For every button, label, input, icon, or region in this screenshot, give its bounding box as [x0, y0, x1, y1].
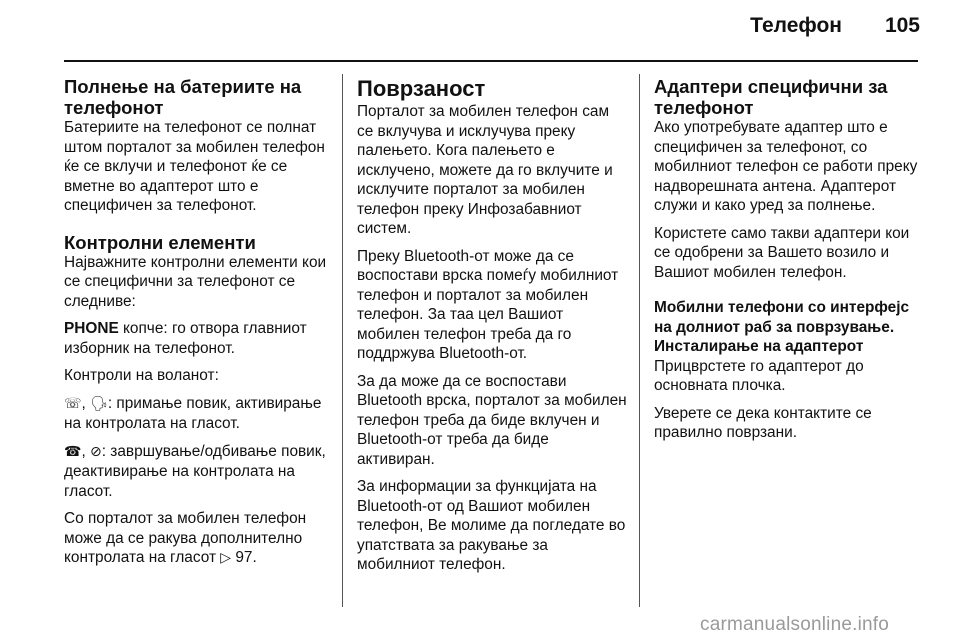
- voice-icon: 🗣: [90, 395, 108, 412]
- header-rule: [64, 60, 918, 62]
- subheading-install: Инсталирање на адаптерот: [654, 338, 864, 355]
- voice-text: Со порталот за мобилен телефон може да се ракува дополнително контролата на гласот: [64, 510, 307, 566]
- column-middle: [357, 76, 629, 575]
- column-left: [64, 76, 332, 569]
- voice-ref[interactable]: 97.: [235, 549, 257, 566]
- phone-button-paragraph: [64, 319, 332, 358]
- phone-end-icon: ☎: [64, 443, 82, 460]
- column-right: [654, 76, 926, 443]
- voice-paragraph: [64, 509, 332, 569]
- phone-button-text: копче: го отвора главниот изборник на телефонот.: [64, 320, 307, 357]
- page-number: 105: [884, 14, 920, 37]
- phone-button-label: PHONE: [64, 320, 119, 337]
- page-header: [0, 0, 960, 62]
- end-text: : завршување/одбивање повик, деактивирање на контролата на гласот.: [64, 442, 326, 500]
- column-divider-2: [639, 74, 640, 607]
- section-heading-charging: Полнење на батериите на телефонот: [64, 76, 302, 118]
- section-heading-adapters: Адаптери специфични за телефонот: [654, 76, 888, 118]
- column-divider-1: [342, 74, 343, 607]
- subheading-interface: Мобилни телефони со интерфејс на долниот раб за поврзување.: [654, 299, 910, 336]
- section-heading-connectivity: Поврзаност: [357, 76, 486, 101]
- connectivity-p4: За информации за функцијата на Bluetooth-от од Вашиот мобилен телефон, Ве молиме да погледате во упатствата за ракување за мобилниот телефон.: [357, 478, 626, 573]
- page-title: Телефон: [750, 14, 842, 37]
- phone-accept-icon: ☏: [64, 395, 82, 412]
- end-paragraph: ☎, ⊘: завршување/одбивање повик, деактивирање на контролата на гласот.: [64, 442, 326, 500]
- section-heading-controls: Контролни елементи: [64, 231, 256, 253]
- adapters-p4: Уверете се дека контактите се правилно поврзани.: [654, 404, 872, 441]
- adapters-p1: Ако употребувате адаптер што е специфичен за телефонот, со мобилниот телефон се работи преку надворешната антена. Адаптерот служи и како уред за полнење.: [654, 119, 918, 214]
- reference-arrow-icon: ▷: [220, 550, 232, 566]
- connectivity-p2: Преку Bluetooth-от може да се воспостави врска помеѓу мобилниот телефон и порталот за мобилен телефон. За таа цел Вашиот мобилен телефон треба да го поддржува Bluetooth-от.: [357, 247, 619, 362]
- voice-off-icon: ⊘: [90, 443, 102, 460]
- watermark: carmanualsonline.info: [700, 614, 890, 635]
- connectivity-p3: За да може да се воспостави Bluetooth врска, порталот за мобилен телефон треба да биде вклучен и Bluetooth-от треба да биде активиран.: [357, 372, 627, 468]
- accept-text: : примање повик, активирање на контролата на гласот.: [64, 394, 322, 432]
- accept-paragraph: ☏, 🗣: примање повик, активирање на контролата на гласот.: [64, 394, 322, 432]
- wheel-controls-text: Контроли на воланот:: [64, 367, 219, 384]
- adapters-p3: Прицврстете го адаптерот до основната плочка.: [654, 357, 864, 394]
- charging-text: Батериите на телефонот се полнат штом порталот за мобилен телефон ќе се вклучи и телефонот ќе се вметне во адаптерот што е специфичен за телефонот.: [64, 119, 325, 214]
- connectivity-p1: Порталот за мобилен телефон сам се вклучува и исклучува преку палењето. Кога палењето е исклучено, можете да го вклучите и исклучите порталот за мобилен телефон преку Инфозабавниот систем.: [357, 103, 613, 237]
- controls-text: Најважните контролни елементи кои се специфични за телефонот се следниве:: [64, 253, 327, 310]
- adapters-p2: Користете само такви адаптери кои се одобрени за Вашето возило и Вашиот мобилен телефон.: [654, 224, 910, 281]
